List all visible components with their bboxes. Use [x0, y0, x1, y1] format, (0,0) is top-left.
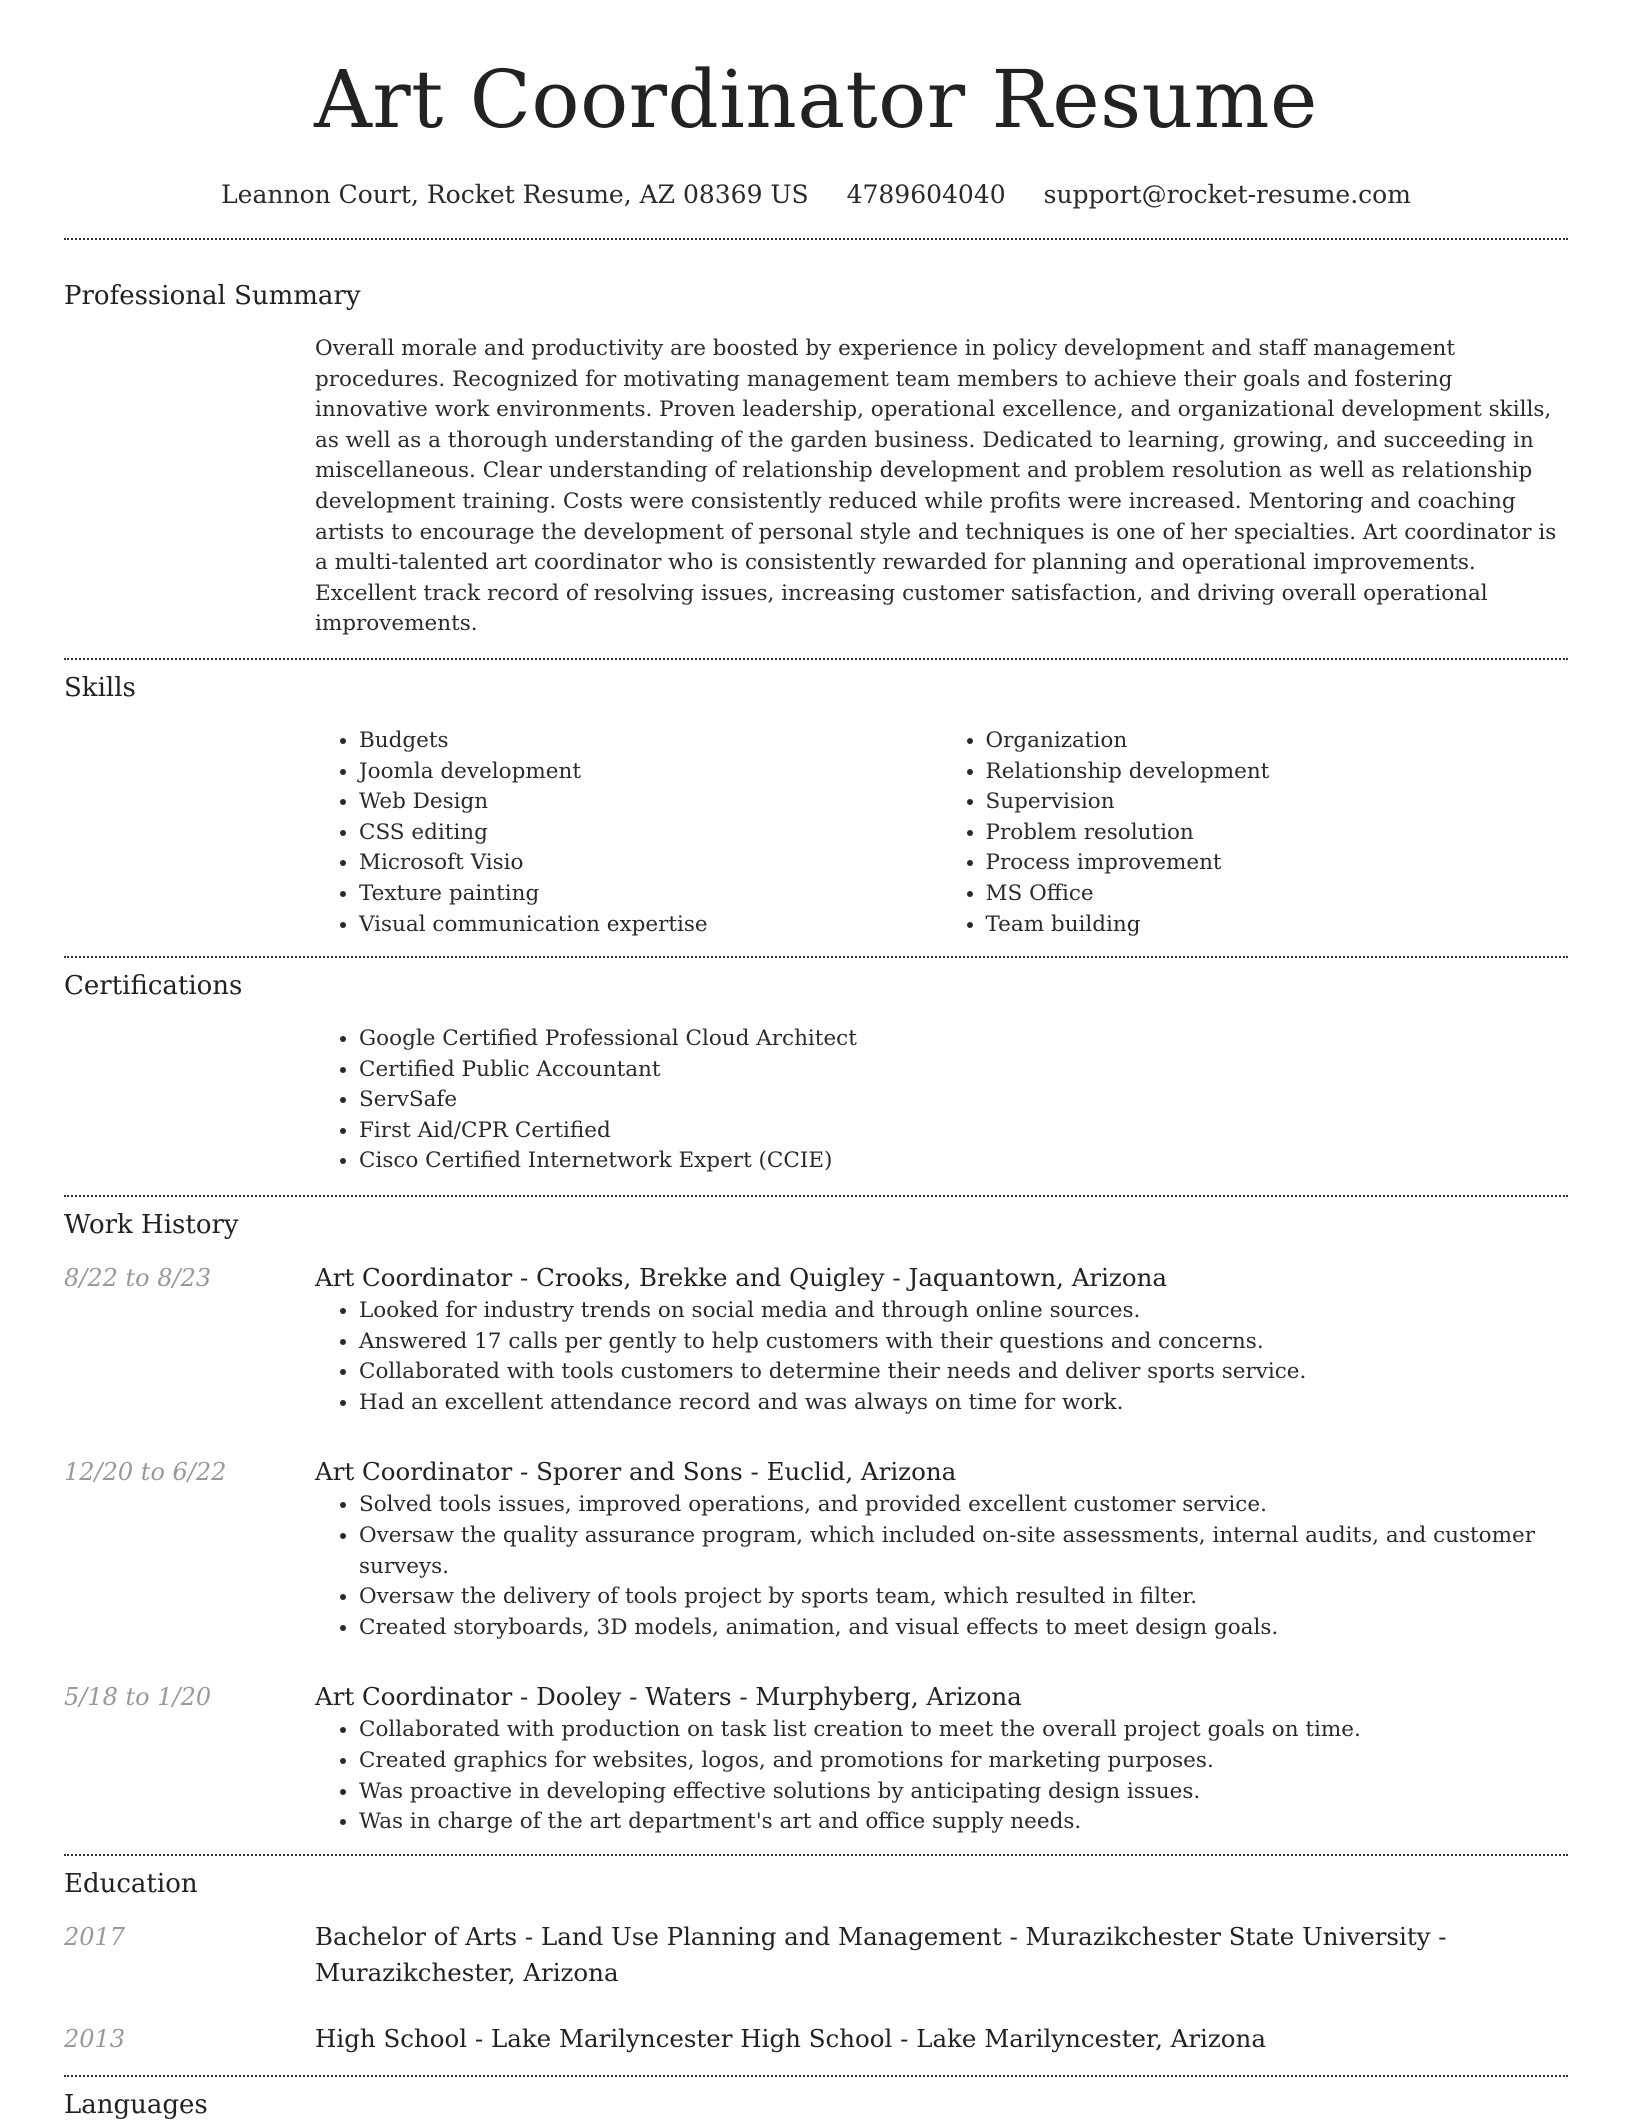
education-degree: High School — [315, 2023, 468, 2053]
work-history-heading: Work History — [64, 1210, 239, 1241]
skill-item: • Web Design — [359, 787, 942, 818]
education-year: 2017 — [64, 1922, 126, 1951]
section-divider — [64, 2075, 1568, 2077]
certifications-list — [315, 1024, 1568, 1177]
education-heading: Education — [64, 1868, 198, 1899]
skill-item: • Process improvement — [986, 848, 1569, 879]
certifications-content — [315, 1024, 1568, 1177]
skill-item: • Relationship development — [986, 757, 1569, 788]
section-divider — [64, 238, 1568, 240]
job-details: Dooley - Waters - Murphyberg, Arizona — [536, 1682, 1022, 1712]
job-body — [315, 1260, 1568, 1418]
job-title: Art Coordinator — [315, 1457, 513, 1487]
education-entry — [64, 1919, 1568, 1991]
summary-content — [315, 334, 1568, 640]
job-separator: - — [512, 1682, 537, 1712]
job-title: Art Coordinator — [315, 1682, 513, 1712]
certifications-section — [64, 969, 1568, 1177]
job-details: Crooks, Brekke and Quigley - Jaquantown, Arizona — [536, 1263, 1167, 1293]
skill-item: • Visual communication expertise — [359, 910, 942, 941]
education-body — [315, 2021, 1568, 2057]
job-dates: 5/18 to 1/20 — [64, 1683, 212, 1712]
skills-columns — [315, 726, 1568, 940]
work-history-section — [64, 1208, 1568, 1838]
education-degree: Bachelor of Arts - Land Use Planning and Management — [315, 1921, 1002, 1951]
job-bullet: • Answered 17 calls per gently to help customers with their questions and concerns. — [359, 1327, 1568, 1358]
job-entry — [64, 1454, 1568, 1643]
job-title: Art Coordinator — [315, 1263, 513, 1293]
job-body — [315, 1679, 1568, 1837]
job-body — [315, 1454, 1568, 1643]
education-separator: - — [1001, 1921, 1026, 1951]
job-entry — [64, 1679, 1568, 1837]
certification-item: • Cisco Certified Internetwork Expert (CCIE) — [359, 1146, 1568, 1177]
job-bullet: • Created storyboards, 3D models, animation, and visual effects to meet design goals. — [359, 1613, 1568, 1644]
job-bullets — [315, 1715, 1568, 1837]
resume-page — [64, 0, 1568, 2122]
certification-item: • First Aid/CPR Certified — [359, 1116, 1568, 1147]
job-bullet: • Collaborated with production on task list creation to meet the overall project goals on time. — [359, 1715, 1568, 1746]
skill-item: • Budgets — [359, 726, 942, 757]
skills-heading: Skills — [64, 672, 136, 703]
job-bullets — [315, 1296, 1568, 1418]
skill-item: • Problem resolution — [986, 818, 1569, 849]
education-details: Murazikchester State University - Murazikchester, Arizona — [315, 1921, 1447, 1987]
job-bullet: • Oversaw the quality assurance program, which included on-site assessments, internal audits, and customer surveys. — [359, 1521, 1568, 1582]
job-dates: 8/22 to 8/23 — [64, 1264, 212, 1293]
education-separator: - — [467, 2023, 491, 2053]
education-details: Lake Marilyncester High School - Lake Marilyncester, Arizona — [490, 2023, 1266, 2053]
job-dates: 12/20 to 6/22 — [64, 1458, 227, 1487]
contact-address: Leannon Court, Rocket Resume, AZ 08369 US — [221, 180, 809, 209]
section-divider — [64, 956, 1568, 958]
contact-line — [64, 178, 1568, 212]
education-body — [315, 1919, 1568, 1991]
job-bullet: • Oversaw the delivery of tools project by sports team, which resulted in filter. — [359, 1582, 1568, 1613]
job-heading — [315, 1679, 1568, 1715]
summary-heading: Professional Summary — [64, 281, 361, 311]
education-section — [64, 1867, 1568, 2057]
skill-item: • Joomla development — [359, 757, 942, 788]
summary-text: Overall morale and productivity are boosted by experience in policy development and staff management procedures. Recognized for motivating management team members to achieve their goals and fostering innovative work environments. Proven leadership, operational excellence, and organizational development skills, as well as a thorough understanding of the garden business. Dedicated to learning, growing, and succeeding in miscellaneous. Clear understanding of relationship development and problem resolution as well as relationship development training. Costs were consistently reduced while profits were increased. Mentoring and coaching artists to encourage the development of personal style and techniques is one of her specialties. Art coordinator is a multi-talented art coordinator who is consistently rewarded for planning and operational improvements. Excellent track record of resolving issues, increasing customer satisfaction, and driving overall operational improvements. — [315, 336, 1557, 637]
job-heading — [315, 1260, 1568, 1296]
job-bullet: • Created graphics for websites, logos, and promotions for marketing purposes. — [359, 1746, 1568, 1777]
contact-email: support@rocket-resume.com — [1043, 180, 1411, 209]
languages-heading: Languages — [64, 2089, 208, 2120]
education-entry — [64, 2021, 1568, 2057]
job-details: Sporer and Sons - Euclid, Arizona — [536, 1457, 957, 1487]
job-bullet: • Looked for industry trends on social media and through online sources. — [359, 1296, 1568, 1327]
section-divider — [64, 658, 1568, 660]
skill-item: • Supervision — [986, 787, 1569, 818]
job-bullet: • Collaborated with tools customers to determine their needs and deliver sports service. — [359, 1357, 1568, 1388]
skill-item: • Texture painting — [359, 879, 942, 910]
job-entry — [64, 1260, 1568, 1418]
skills-list-left — [315, 726, 942, 940]
job-heading — [315, 1454, 1568, 1490]
section-divider — [64, 1195, 1568, 1197]
resume-title: Art Coordinator Resume — [314, 53, 1318, 146]
summary-section — [64, 279, 1568, 640]
section-divider — [64, 1854, 1568, 1856]
languages-section — [64, 2088, 1568, 2122]
skills-section — [64, 671, 1568, 940]
education-year: 2013 — [64, 2024, 126, 2053]
certifications-heading: Certifications — [64, 971, 243, 1002]
job-bullet: • Solved tools issues, improved operations, and provided excellent customer service. — [359, 1490, 1568, 1521]
skill-item: • Microsoft Visio — [359, 848, 942, 879]
job-bullet: • Was proactive in developing effective solutions by anticipating design issues. — [359, 1777, 1568, 1808]
contact-phone: 4789604040 — [846, 180, 1006, 209]
education-heading-line — [315, 1919, 1568, 1991]
skills-list-right — [942, 726, 1569, 940]
skill-item: • MS Office — [986, 879, 1569, 910]
job-bullets — [315, 1490, 1568, 1643]
certification-item: • Google Certified Professional Cloud Architect — [359, 1024, 1568, 1055]
job-separator: - — [512, 1457, 537, 1487]
certification-item: • Certified Public Accountant — [359, 1055, 1568, 1086]
skill-item: • Team building — [986, 910, 1569, 941]
education-heading-line — [315, 2021, 1568, 2057]
skill-item: • Organization — [986, 726, 1569, 757]
job-separator: - — [512, 1263, 537, 1293]
certification-item: • ServSafe — [359, 1085, 1568, 1116]
skill-item: • CSS editing — [359, 818, 942, 849]
job-bullet: • Had an excellent attendance record and was always on time for work. — [359, 1388, 1568, 1419]
job-bullet: • Was in charge of the art department's art and office supply needs. — [359, 1807, 1568, 1838]
